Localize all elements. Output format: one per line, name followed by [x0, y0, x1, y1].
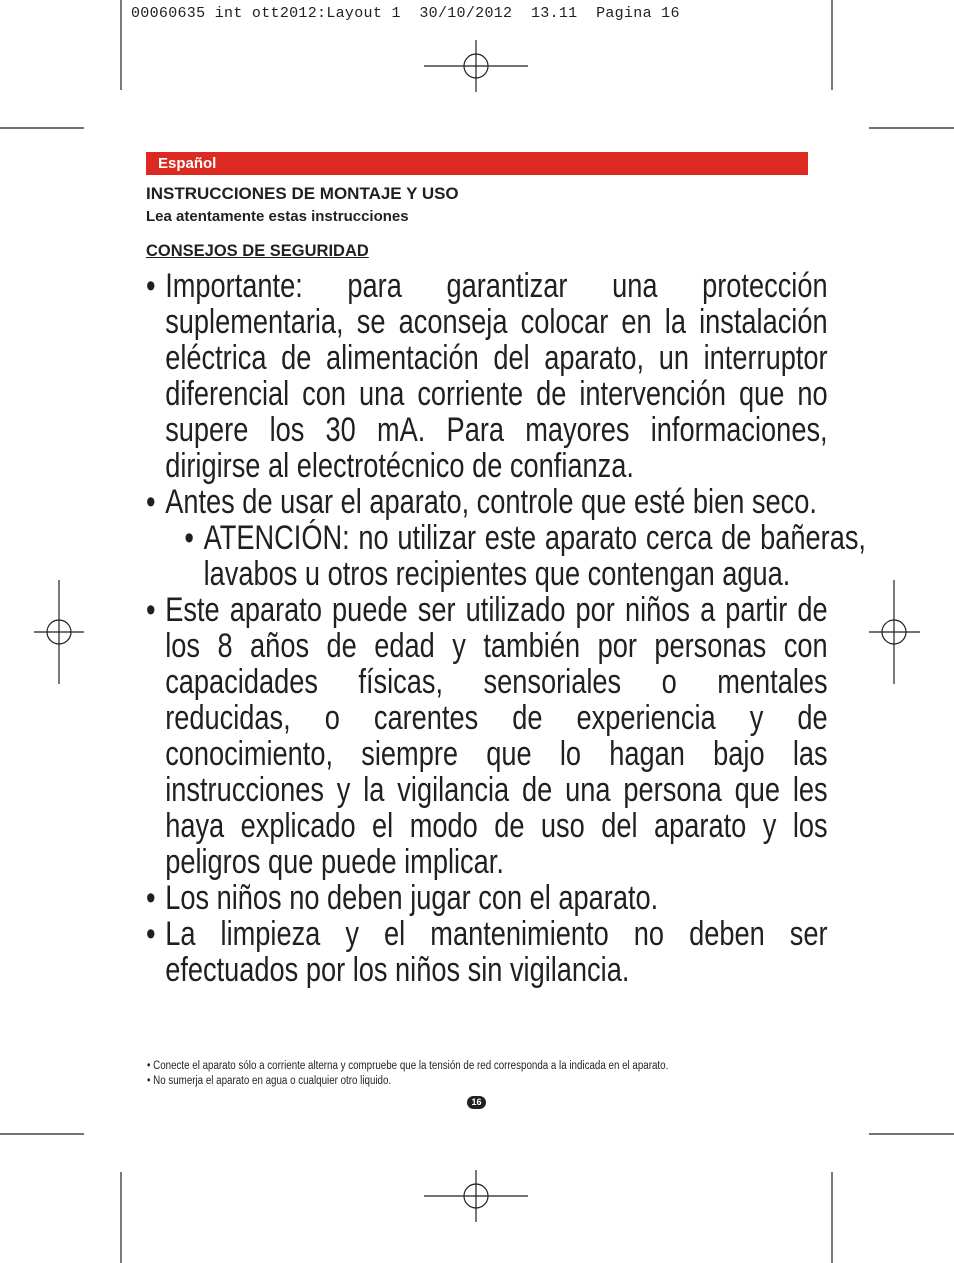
list-item	[146, 916, 828, 988]
page-number: 16	[467, 1096, 486, 1109]
bullet-text: Importante: para garantizar una protección suplementaria, se aconseja colocar en la instalación eléctrica de alimentación del aparato, un interruptor diferencial con una corriente de intervención que no supere los 30 mA. Para mayores informaciones, dirigirse al electrotécnico de confianza.	[165, 267, 828, 485]
bullet-glyph: •	[146, 879, 156, 917]
page-title: INSTRUCCIONES DE MONTAJE Y USO	[146, 184, 459, 203]
bullet-glyph: •	[146, 483, 156, 521]
language-label: Español	[158, 155, 217, 172]
bullet-text: Este aparato puede ser utilizado por niños a partir de los 8 años de edad y también por personas con capacidades físicas, sensoriales o mentales reducidas, o carentes de experiencia y de conocimiento, siempre que lo hagan bajo las instrucciones y la vigilancia de una persona que les haya explicado el modo de uso del aparato y los peligros que puede implicar.	[165, 591, 828, 881]
small-note: • Conecte el aparato sólo a corriente alterna y compruebe que la tensión de red corresponda a la indicada en el aparato.	[147, 1060, 669, 1072]
print-slug: 00060635 int ott2012:Layout 1 30/10/2012 13.11 Pagina 16	[131, 5, 680, 22]
section-heading: CONSEJOS DE SEGURIDAD	[146, 242, 369, 260]
page-subtitle: Lea atentamente estas instrucciones	[146, 208, 409, 225]
list-item	[146, 880, 828, 916]
bullet-text: La limpieza y el mantenimiento no deben ser efectuados por los niños sin vigilancia.	[165, 915, 828, 989]
bullet-glyph: •	[146, 915, 156, 953]
bullet-text: ATENCIÓN: no utilizar este aparato cerca de bañeras, lavabos u otros recipientes que contengan agua.	[203, 519, 867, 593]
list-item	[146, 520, 866, 592]
bullet-glyph: •	[146, 591, 156, 629]
list-item	[146, 484, 828, 520]
bullet-text: Antes de usar el aparato, controle que esté bien seco.	[165, 483, 817, 521]
bullet-text: Los niños no deben jugar con el aparato.	[165, 879, 659, 917]
bullet-glyph: •	[184, 519, 194, 557]
bullet-glyph: •	[146, 267, 156, 305]
no-water-near-bath-icon	[0, 0, 954, 400]
small-note: • No sumerja el aparato en agua o cualquier otro liquido.	[147, 1075, 392, 1087]
list-item	[146, 592, 828, 880]
